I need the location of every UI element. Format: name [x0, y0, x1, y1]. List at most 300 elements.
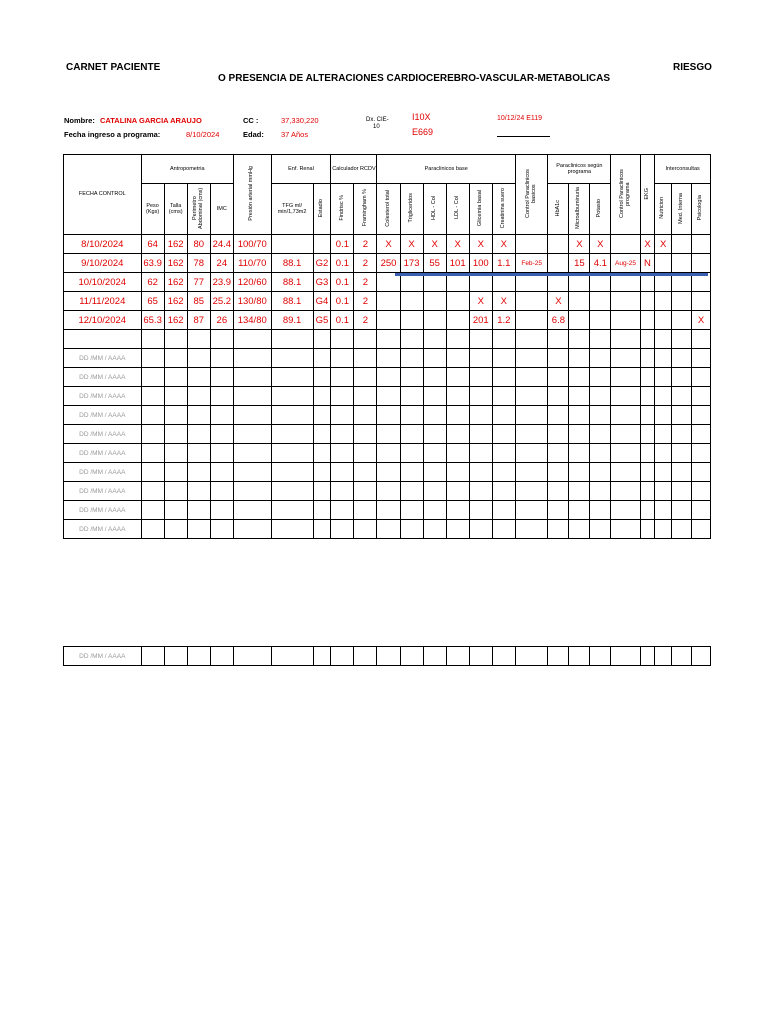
table-cell[interactable]	[187, 349, 210, 368]
table-cell[interactable]	[672, 463, 692, 482]
table-cell[interactable]	[313, 444, 331, 463]
table-cell[interactable]	[692, 387, 711, 406]
table-cell[interactable]: 2	[354, 292, 377, 311]
table-cell[interactable]: G5	[313, 311, 331, 330]
table-cell[interactable]	[611, 425, 640, 444]
table-cell[interactable]	[469, 425, 492, 444]
table-cell[interactable]	[271, 368, 313, 387]
table-cell[interactable]	[164, 463, 187, 482]
table-cell[interactable]	[611, 235, 640, 254]
table-cell[interactable]: 26	[210, 311, 233, 330]
table-cell[interactable]	[446, 349, 469, 368]
table-cell[interactable]	[210, 349, 233, 368]
table-cell[interactable]	[548, 520, 569, 539]
table-cell[interactable]	[672, 254, 692, 273]
table-cell[interactable]	[400, 406, 423, 425]
table-cell[interactable]	[377, 425, 400, 444]
table-cell[interactable]	[611, 311, 640, 330]
row-date-cell[interactable]: DD /MM / AAAA	[64, 444, 142, 463]
table-cell[interactable]: 0.1	[331, 311, 354, 330]
table-cell[interactable]	[377, 482, 400, 501]
table-cell[interactable]	[655, 406, 672, 425]
table-cell[interactable]: 2	[354, 254, 377, 273]
table-cell[interactable]	[400, 463, 423, 482]
table-cell[interactable]	[590, 482, 611, 501]
table-cell[interactable]	[400, 425, 423, 444]
row-date-cell[interactable]: DD /MM / AAAA	[64, 387, 142, 406]
table-cell[interactable]	[590, 647, 611, 666]
table-cell[interactable]	[423, 520, 446, 539]
table-cell[interactable]	[611, 292, 640, 311]
table-cell[interactable]	[672, 520, 692, 539]
table-cell[interactable]	[548, 330, 569, 349]
table-cell[interactable]	[446, 406, 469, 425]
table-cell[interactable]	[469, 349, 492, 368]
table-cell[interactable]	[187, 444, 210, 463]
table-cell[interactable]	[446, 368, 469, 387]
table-cell[interactable]	[271, 425, 313, 444]
table-cell[interactable]	[233, 368, 271, 387]
table-cell[interactable]	[469, 387, 492, 406]
table-cell[interactable]	[590, 501, 611, 520]
table-cell[interactable]	[692, 330, 711, 349]
table-cell[interactable]: 2	[354, 273, 377, 292]
row-date-cell[interactable]: 11/11/2024	[64, 292, 142, 311]
table-cell[interactable]	[233, 425, 271, 444]
table-cell[interactable]: 55	[423, 254, 446, 273]
table-cell[interactable]	[354, 463, 377, 482]
table-cell[interactable]	[569, 292, 590, 311]
table-cell[interactable]	[569, 520, 590, 539]
table-cell[interactable]	[590, 292, 611, 311]
table-cell[interactable]	[210, 501, 233, 520]
table-cell[interactable]	[548, 425, 569, 444]
table-cell[interactable]	[271, 463, 313, 482]
table-cell[interactable]	[548, 349, 569, 368]
table-cell[interactable]	[377, 292, 400, 311]
table-cell[interactable]	[354, 425, 377, 444]
table-cell[interactable]	[187, 330, 210, 349]
table-cell[interactable]: 1.2	[492, 311, 515, 330]
table-cell[interactable]	[354, 647, 377, 666]
table-cell[interactable]	[141, 444, 164, 463]
table-cell[interactable]	[141, 463, 164, 482]
table-cell[interactable]	[548, 444, 569, 463]
table-cell[interactable]	[423, 311, 446, 330]
table-cell[interactable]	[423, 349, 446, 368]
row-date-cell[interactable]: DD /MM / AAAA	[64, 349, 142, 368]
table-cell[interactable]	[611, 330, 640, 349]
table-cell[interactable]: G3	[313, 273, 331, 292]
table-cell[interactable]: 173	[400, 254, 423, 273]
table-cell[interactable]	[446, 311, 469, 330]
table-cell[interactable]	[377, 330, 400, 349]
table-cell[interactable]: X	[640, 235, 655, 254]
table-cell[interactable]	[672, 292, 692, 311]
table-cell[interactable]	[492, 406, 515, 425]
table-cell[interactable]	[515, 425, 548, 444]
table-cell[interactable]	[233, 406, 271, 425]
table-cell[interactable]: 1.1	[492, 254, 515, 273]
table-cell[interactable]	[590, 520, 611, 539]
table-cell[interactable]	[469, 520, 492, 539]
table-cell[interactable]	[233, 501, 271, 520]
table-cell[interactable]	[400, 292, 423, 311]
row-date-cell[interactable]: DD /MM / AAAA	[64, 368, 142, 387]
table-cell[interactable]: 23.9	[210, 273, 233, 292]
table-cell[interactable]	[655, 425, 672, 444]
table-cell[interactable]	[492, 425, 515, 444]
table-cell[interactable]	[672, 425, 692, 444]
table-cell[interactable]	[164, 425, 187, 444]
table-cell[interactable]	[141, 387, 164, 406]
table-cell[interactable]	[548, 387, 569, 406]
table-cell[interactable]	[210, 463, 233, 482]
table-cell[interactable]	[210, 387, 233, 406]
table-cell[interactable]	[331, 368, 354, 387]
table-cell[interactable]	[655, 482, 672, 501]
table-cell[interactable]	[423, 501, 446, 520]
row-date-cell[interactable]: 9/10/2024	[64, 254, 142, 273]
table-cell[interactable]	[640, 482, 655, 501]
table-cell[interactable]: 162	[164, 292, 187, 311]
table-cell[interactable]	[400, 311, 423, 330]
table-cell[interactable]	[313, 406, 331, 425]
table-cell[interactable]: Feb-25	[515, 254, 548, 273]
table-cell[interactable]	[377, 311, 400, 330]
table-cell[interactable]	[331, 520, 354, 539]
table-cell[interactable]	[271, 501, 313, 520]
table-cell[interactable]	[313, 520, 331, 539]
table-cell[interactable]	[611, 349, 640, 368]
table-cell[interactable]	[187, 520, 210, 539]
table-cell[interactable]	[271, 520, 313, 539]
table-cell[interactable]	[400, 647, 423, 666]
table-cell[interactable]	[655, 647, 672, 666]
table-cell[interactable]	[515, 444, 548, 463]
table-cell[interactable]	[692, 368, 711, 387]
table-cell[interactable]	[164, 368, 187, 387]
table-cell[interactable]: 0.1	[331, 254, 354, 273]
table-cell[interactable]	[377, 387, 400, 406]
table-cell[interactable]: 62	[141, 273, 164, 292]
table-cell[interactable]: 134/80	[233, 311, 271, 330]
table-cell[interactable]	[423, 406, 446, 425]
row-date-cell[interactable]	[64, 330, 142, 349]
table-cell[interactable]: 15	[569, 254, 590, 273]
row-date-cell[interactable]: 12/10/2024	[64, 311, 142, 330]
table-cell[interactable]	[331, 463, 354, 482]
table-cell[interactable]	[515, 647, 548, 666]
table-cell[interactable]	[313, 368, 331, 387]
table-cell[interactable]	[423, 463, 446, 482]
table-cell[interactable]	[611, 463, 640, 482]
table-cell[interactable]	[515, 349, 548, 368]
table-cell[interactable]	[548, 254, 569, 273]
table-cell[interactable]	[313, 387, 331, 406]
table-cell[interactable]: 80	[187, 235, 210, 254]
table-cell[interactable]	[492, 482, 515, 501]
table-cell[interactable]	[515, 292, 548, 311]
table-cell[interactable]	[590, 330, 611, 349]
row-date-cell[interactable]: 8/10/2024	[64, 235, 142, 254]
table-cell[interactable]	[692, 501, 711, 520]
table-cell[interactable]	[640, 311, 655, 330]
table-cell[interactable]	[569, 425, 590, 444]
table-cell[interactable]	[271, 330, 313, 349]
table-cell[interactable]	[400, 330, 423, 349]
table-cell[interactable]	[640, 647, 655, 666]
table-cell[interactable]	[692, 463, 711, 482]
table-cell[interactable]	[377, 406, 400, 425]
table-cell[interactable]	[655, 387, 672, 406]
table-cell[interactable]	[692, 235, 711, 254]
table-cell[interactable]	[271, 482, 313, 501]
table-cell[interactable]	[640, 406, 655, 425]
table-cell[interactable]	[692, 254, 711, 273]
table-cell[interactable]: 250	[377, 254, 400, 273]
table-cell[interactable]	[569, 406, 590, 425]
table-cell[interactable]	[446, 482, 469, 501]
table-cell[interactable]: 24.4	[210, 235, 233, 254]
table-cell[interactable]	[569, 311, 590, 330]
table-cell[interactable]	[446, 425, 469, 444]
table-cell[interactable]	[672, 235, 692, 254]
table-cell[interactable]	[590, 463, 611, 482]
table-cell[interactable]	[469, 501, 492, 520]
table-cell[interactable]	[469, 406, 492, 425]
table-cell[interactable]	[400, 520, 423, 539]
table-cell[interactable]	[672, 647, 692, 666]
table-cell[interactable]	[164, 482, 187, 501]
table-cell[interactable]	[569, 482, 590, 501]
table-cell[interactable]	[313, 330, 331, 349]
table-cell[interactable]	[313, 425, 331, 444]
table-cell[interactable]	[141, 647, 164, 666]
table-cell[interactable]	[423, 387, 446, 406]
table-cell[interactable]	[590, 406, 611, 425]
table-cell[interactable]	[210, 520, 233, 539]
table-cell[interactable]: 77	[187, 273, 210, 292]
table-cell[interactable]	[515, 501, 548, 520]
table-cell[interactable]	[492, 501, 515, 520]
table-cell[interactable]	[423, 444, 446, 463]
table-cell[interactable]: 130/80	[233, 292, 271, 311]
table-cell[interactable]: 2	[354, 311, 377, 330]
table-cell[interactable]	[400, 387, 423, 406]
table-cell[interactable]	[271, 647, 313, 666]
table-cell[interactable]	[331, 330, 354, 349]
table-cell[interactable]: G2	[313, 254, 331, 273]
table-cell[interactable]: X	[492, 235, 515, 254]
table-cell[interactable]	[446, 387, 469, 406]
table-cell[interactable]: 2	[354, 235, 377, 254]
table-cell[interactable]	[141, 482, 164, 501]
table-cell[interactable]	[611, 520, 640, 539]
table-cell[interactable]	[233, 647, 271, 666]
table-cell[interactable]	[331, 406, 354, 425]
table-cell[interactable]: 120/60	[233, 273, 271, 292]
table-cell[interactable]	[672, 501, 692, 520]
table-cell[interactable]	[446, 444, 469, 463]
table-cell[interactable]: X	[423, 235, 446, 254]
table-cell[interactable]	[672, 330, 692, 349]
table-cell[interactable]	[377, 368, 400, 387]
row-date-cell[interactable]: DD /MM / AAAA	[64, 482, 142, 501]
table-cell[interactable]: 88.1	[271, 292, 313, 311]
table-cell[interactable]: 162	[164, 235, 187, 254]
table-cell[interactable]	[548, 235, 569, 254]
table-cell[interactable]	[331, 482, 354, 501]
table-cell[interactable]	[446, 501, 469, 520]
table-cell[interactable]	[271, 349, 313, 368]
table-cell[interactable]	[423, 292, 446, 311]
table-cell[interactable]	[692, 520, 711, 539]
table-cell[interactable]	[400, 444, 423, 463]
table-cell[interactable]	[423, 425, 446, 444]
table-cell[interactable]	[233, 330, 271, 349]
row-date-cell[interactable]: DD /MM / AAAA	[64, 406, 142, 425]
table-cell[interactable]	[515, 482, 548, 501]
table-cell[interactable]	[492, 368, 515, 387]
table-cell[interactable]: 162	[164, 273, 187, 292]
table-cell[interactable]	[515, 311, 548, 330]
table-cell[interactable]	[233, 444, 271, 463]
table-cell[interactable]	[187, 425, 210, 444]
table-cell[interactable]: X	[492, 292, 515, 311]
table-cell[interactable]	[210, 368, 233, 387]
table-cell[interactable]	[164, 349, 187, 368]
table-cell[interactable]	[164, 330, 187, 349]
table-cell[interactable]	[423, 368, 446, 387]
table-cell[interactable]	[515, 463, 548, 482]
table-cell[interactable]	[655, 444, 672, 463]
table-cell[interactable]	[400, 482, 423, 501]
table-cell[interactable]	[692, 406, 711, 425]
table-cell[interactable]	[400, 501, 423, 520]
table-cell[interactable]	[548, 647, 569, 666]
table-cell[interactable]	[672, 482, 692, 501]
table-cell[interactable]: 24	[210, 254, 233, 273]
table-cell[interactable]	[187, 387, 210, 406]
table-cell[interactable]	[377, 349, 400, 368]
table-cell[interactable]: 78	[187, 254, 210, 273]
table-cell[interactable]	[377, 520, 400, 539]
row-date-cell[interactable]: DD /MM / AAAA	[64, 463, 142, 482]
table-cell[interactable]: 87	[187, 311, 210, 330]
table-cell[interactable]	[640, 520, 655, 539]
table-cell[interactable]	[548, 482, 569, 501]
table-cell[interactable]	[590, 368, 611, 387]
table-cell[interactable]	[692, 349, 711, 368]
table-cell[interactable]	[423, 647, 446, 666]
table-cell[interactable]	[141, 520, 164, 539]
table-cell[interactable]	[569, 349, 590, 368]
table-cell[interactable]	[655, 292, 672, 311]
table-cell[interactable]	[611, 647, 640, 666]
table-cell[interactable]	[692, 482, 711, 501]
table-cell[interactable]	[569, 387, 590, 406]
table-cell[interactable]	[590, 444, 611, 463]
table-cell[interactable]	[187, 482, 210, 501]
table-cell[interactable]	[655, 368, 672, 387]
table-cell[interactable]	[313, 349, 331, 368]
table-cell[interactable]	[354, 387, 377, 406]
table-cell[interactable]	[569, 501, 590, 520]
table-cell[interactable]	[187, 501, 210, 520]
table-cell[interactable]: X	[446, 235, 469, 254]
table-cell[interactable]: 100/70	[233, 235, 271, 254]
table-cell[interactable]: 162	[164, 254, 187, 273]
table-cell[interactable]: 162	[164, 311, 187, 330]
table-cell[interactable]: 88.1	[271, 273, 313, 292]
table-cell[interactable]	[569, 368, 590, 387]
table-cell[interactable]	[640, 292, 655, 311]
table-cell[interactable]	[233, 520, 271, 539]
table-cell[interactable]: X	[469, 235, 492, 254]
table-cell[interactable]	[492, 387, 515, 406]
table-cell[interactable]	[187, 463, 210, 482]
table-cell[interactable]	[640, 387, 655, 406]
table-cell[interactable]	[569, 463, 590, 482]
table-cell[interactable]: X	[548, 292, 569, 311]
row-date-cell[interactable]: DD /MM / AAAA	[64, 425, 142, 444]
table-cell[interactable]	[233, 349, 271, 368]
table-cell[interactable]: X	[400, 235, 423, 254]
table-cell[interactable]	[210, 330, 233, 349]
table-cell[interactable]	[446, 647, 469, 666]
table-cell[interactable]	[210, 647, 233, 666]
table-cell[interactable]	[377, 501, 400, 520]
table-cell[interactable]	[271, 235, 313, 254]
table-cell[interactable]: 4.1	[590, 254, 611, 273]
table-cell[interactable]	[611, 368, 640, 387]
table-cell[interactable]	[141, 349, 164, 368]
table-cell[interactable]	[640, 425, 655, 444]
table-cell[interactable]: 63.9	[141, 254, 164, 273]
table-cell[interactable]	[331, 444, 354, 463]
table-cell[interactable]	[187, 406, 210, 425]
table-cell[interactable]: X	[590, 235, 611, 254]
table-cell[interactable]	[164, 520, 187, 539]
table-cell[interactable]	[354, 349, 377, 368]
table-cell[interactable]	[354, 368, 377, 387]
table-cell[interactable]	[655, 349, 672, 368]
table-cell[interactable]	[210, 444, 233, 463]
table-cell[interactable]	[313, 482, 331, 501]
table-cell[interactable]	[141, 501, 164, 520]
table-cell[interactable]	[672, 406, 692, 425]
table-cell[interactable]	[492, 349, 515, 368]
table-cell[interactable]	[354, 520, 377, 539]
table-cell[interactable]	[611, 501, 640, 520]
table-cell[interactable]: 0.1	[331, 235, 354, 254]
table-cell[interactable]	[640, 463, 655, 482]
table-cell[interactable]	[164, 647, 187, 666]
table-cell[interactable]	[692, 425, 711, 444]
table-cell[interactable]	[640, 349, 655, 368]
table-cell[interactable]: 88.1	[271, 254, 313, 273]
table-cell[interactable]	[655, 520, 672, 539]
table-cell[interactable]	[548, 501, 569, 520]
table-cell[interactable]	[271, 406, 313, 425]
table-cell[interactable]	[446, 330, 469, 349]
table-cell[interactable]	[590, 311, 611, 330]
table-cell[interactable]	[655, 463, 672, 482]
table-cell[interactable]	[446, 520, 469, 539]
table-cell[interactable]: 0.1	[331, 273, 354, 292]
table-cell[interactable]	[187, 647, 210, 666]
